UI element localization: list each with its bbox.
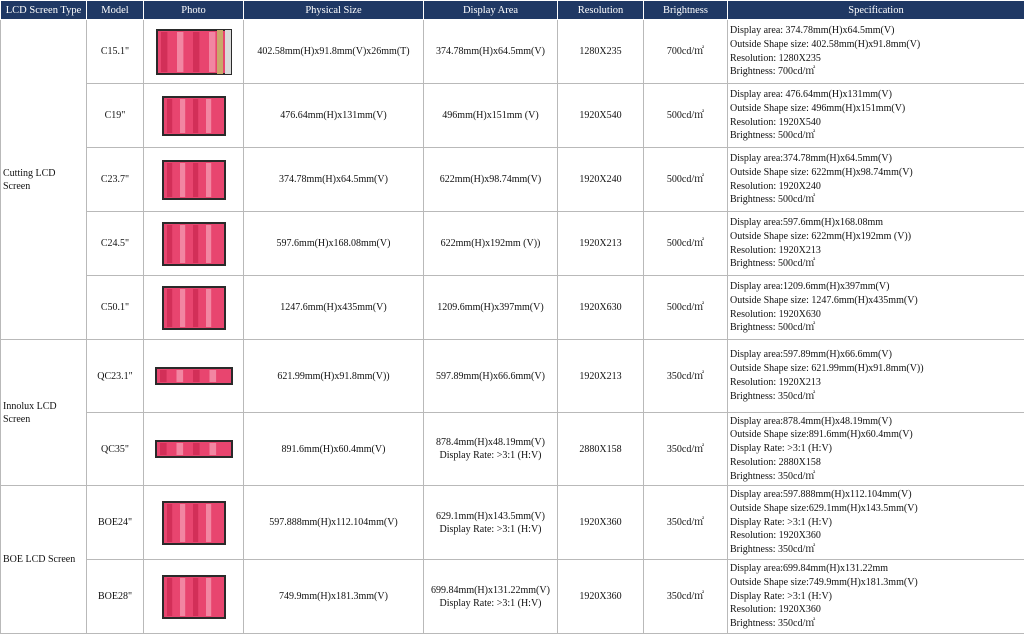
screen-graphic: [180, 289, 185, 327]
specification-cell: [728, 212, 1024, 276]
screen-graphic: [193, 443, 200, 455]
spec-line: Display area: 476.64mm(H)x131mm(V): [730, 88, 892, 100]
screen-graphic: [206, 163, 211, 197]
brightness-cell: 500cd/㎡: [644, 212, 728, 276]
lcd-strip-display-image: [161, 500, 227, 546]
physical-size-cell: 1247.6mm(H)x435mm(V): [244, 276, 424, 340]
screen-graphic: [206, 289, 211, 327]
screen-graphic: [167, 99, 172, 133]
display-area-cell: [424, 340, 558, 413]
spec-line: Brightness: 500cd/㎡: [730, 130, 816, 142]
spec-line: Brightness: 700cd/㎡: [730, 66, 816, 78]
specification-cell: [728, 148, 1024, 212]
spec-line: Outside Shape size:749.9mm(H)x181.3mm(V): [730, 576, 918, 588]
spec-line: Display area:597.89mm(H)x66.6mm(V): [730, 349, 892, 361]
resolution-cell: 1280X235: [558, 20, 644, 84]
spec-line: Brightness: 500cd/㎡: [730, 322, 816, 334]
brightness-cell: 350cd/㎡: [644, 413, 728, 486]
spec-line: Brightness: 350cd/㎡: [730, 618, 816, 630]
spec-line: Outside Shape size:891.6mm(H)x60.4mm(V): [730, 429, 913, 441]
model-cell: BOE24": [87, 486, 144, 560]
screen-graphic: [180, 163, 185, 197]
screen-graphic: [167, 289, 172, 327]
photo-cell: [144, 148, 244, 212]
spec-line: Resolution: 1920X213: [730, 244, 821, 256]
physical-size-cell: 597.6mm(H)x168.08mm(V): [244, 212, 424, 276]
table-row: [1, 276, 1024, 340]
specification-cell: [728, 340, 1024, 413]
screen-graphic: [180, 99, 185, 133]
side-panel-gold: [217, 30, 223, 74]
display-area-cell: [424, 212, 558, 276]
screen-graphic: [206, 225, 211, 263]
lcd-screen-type-cell: [1, 486, 87, 634]
screen-graphic: [180, 578, 185, 616]
lcd-screen-type-cell: [1, 20, 87, 340]
resolution-cell: 1920X630: [558, 276, 644, 340]
spec-line: Brightness: 500cd/㎡: [730, 194, 816, 206]
screen-graphic: [193, 225, 198, 263]
model-cell: QC35": [87, 413, 144, 486]
spec-line: Display Rate: >3:1 (H:V): [730, 516, 833, 528]
screen-graphic: [180, 225, 185, 263]
screen-graphic: [160, 443, 167, 455]
brightness-cell: 500cd/㎡: [644, 84, 728, 148]
spec-line: Display area:699.84mm(H)x131.22mm: [730, 563, 889, 574]
spec-line: Outside Shape size:629.1mm(H)x143.5mm(V): [730, 502, 918, 514]
physical-size-cell: 891.6mm(H)x60.4mm(V): [244, 413, 424, 486]
model-cell: C50.1": [87, 276, 144, 340]
screen-graphic: [177, 32, 183, 72]
display-rate-value: Display Rate: >3:1 (H:V): [439, 523, 542, 535]
model-cell: C24.5": [87, 212, 144, 276]
photo-cell: [144, 276, 244, 340]
brightness-cell: 500cd/㎡: [644, 148, 728, 212]
display-area-value: 629.1mm(H)x143.5mm(V): [436, 510, 545, 522]
lcd-screen-type-cell: [1, 340, 87, 486]
resolution-cell: 1920X540: [558, 84, 644, 148]
table-row: [1, 148, 1024, 212]
screen-graphic: [193, 163, 198, 197]
screen-type-label: Innolux LCD: [3, 400, 57, 412]
display-area-cell: [424, 276, 558, 340]
spec-line: Display Rate: >3:1 (H:V): [730, 443, 833, 455]
display-area-value: 374.78mm(H)x64.5mm(V): [436, 46, 545, 57]
lcd-strip-display-image: [161, 221, 227, 267]
spec-line: Outside Shape size: 1247.6mm(H)x435mm(V): [730, 294, 918, 306]
display-area-cell: [424, 413, 558, 486]
spec-line: Display area:597.6mm(H)x168.08mm: [730, 216, 884, 228]
screen-graphic: [176, 370, 183, 382]
screen-graphic: [167, 578, 172, 616]
lcd-strip-display-image: [161, 574, 227, 620]
table-row: [1, 340, 1024, 413]
lcd-strip-display-image: [161, 95, 227, 137]
photo-cell: [144, 212, 244, 276]
specification-cell: [728, 560, 1024, 634]
physical-size-cell: 476.64mm(H)x131mm(V): [244, 84, 424, 148]
table-row: [1, 413, 1024, 486]
display-area-value: 1209.6mm(H)x397mm(V): [437, 302, 544, 313]
spec-line: Outside Shape size: 622mm(H)x98.74mm(V): [730, 166, 913, 178]
header-specification: Specification: [728, 1, 1024, 20]
brightness-cell: 350cd/㎡: [644, 560, 728, 634]
spec-line: Display area:1209.6mm(H)x397mm(V): [730, 280, 890, 292]
spec-line: Resolution: 1920X630: [730, 308, 821, 320]
specification-cell: [728, 276, 1024, 340]
specification-cell: [728, 20, 1024, 84]
display-area-cell: [424, 20, 558, 84]
display-rate-value: Display Rate: >3:1 (H:V): [439, 597, 542, 609]
model-cell: C23.7": [87, 148, 144, 212]
header-brightness: Brightness: [644, 1, 728, 20]
spec-line: Resolution: 1920X360: [730, 604, 821, 616]
lcd-strip-display-image: [161, 285, 227, 331]
lcd-strip-display-image: [161, 159, 227, 201]
screen-graphic: [193, 32, 199, 72]
photo-cell: [144, 413, 244, 486]
specification-cell: [728, 84, 1024, 148]
spec-line: Outside Shape size: 622mm(H)x192mm (V)): [730, 230, 912, 242]
screen-graphic: [206, 504, 211, 542]
table-row: [1, 486, 1024, 560]
screen-graphic: [167, 163, 172, 197]
display-area-cell: [424, 148, 558, 212]
screen-type-label: Cutting LCD: [3, 167, 56, 179]
spec-line: Display area:374.78mm(H)x64.5mm(V): [730, 152, 892, 164]
spec-line: Display area:597.888mm(H)x112.104mm(V): [730, 489, 912, 500]
spec-line: Resolution: 1920X540: [730, 116, 821, 128]
header-row: [1, 1, 1024, 20]
screen-graphic: [209, 443, 216, 455]
brightness-cell: 700cd/㎡: [644, 20, 728, 84]
header-display-area: Display Area: [424, 1, 558, 20]
header-photo: Photo: [144, 1, 244, 20]
specification-cell: [728, 413, 1024, 486]
display-area-value: 699.84mm(H)x131.22mm(V): [431, 584, 550, 596]
model-cell: QC23.1": [87, 340, 144, 413]
spec-line: Brightness: 500cd/㎡: [730, 258, 816, 270]
model-cell: C15.1": [87, 20, 144, 84]
screen-graphic: [193, 504, 198, 542]
model-cell: BOE28": [87, 560, 144, 634]
table-row: [1, 20, 1024, 84]
screen-type-label-line2: Screen: [3, 413, 31, 425]
header-model: Model: [87, 1, 144, 20]
resolution-cell: 1920X360: [558, 486, 644, 560]
spec-line: Outside Shape size: 621.99mm(H)x91.8mm(V)): [730, 363, 924, 375]
screen-graphic: [176, 443, 183, 455]
photo-cell: [144, 340, 244, 413]
physical-size-cell: 621.99mm(H)x91.8mm(V)): [244, 340, 424, 413]
physical-size-cell: 374.78mm(H)x64.5mm(V): [244, 148, 424, 212]
brightness-cell: 350cd/㎡: [644, 486, 728, 560]
screen-graphic: [193, 578, 198, 616]
screen-graphic: [193, 289, 198, 327]
screen-type-label-line2: Screen: [3, 180, 31, 192]
screen-graphic: [193, 370, 200, 382]
lcd-strip-display-image: [154, 366, 234, 386]
physical-size-cell: 597.888mm(H)x112.104mm(V): [244, 486, 424, 560]
photo-cell: [144, 560, 244, 634]
display-area-value: 597.89mm(H)x66.6mm(V): [436, 370, 545, 382]
spec-line: Brightness: 350cd/㎡: [730, 544, 816, 556]
display-area-value: 496mm(H)x151mm (V): [442, 110, 539, 121]
photo-cell: [144, 486, 244, 560]
screen-graphic: [180, 504, 185, 542]
photo-cell: [144, 20, 244, 84]
spec-line: Display Rate: >3:1 (H:V): [730, 590, 833, 602]
spec-line: Resolution: 1920X213: [730, 377, 821, 388]
resolution-cell: 2880X158: [558, 413, 644, 486]
spec-line: Resolution: 1280X235: [730, 52, 821, 64]
screen-graphic: [206, 99, 211, 133]
spec-line: Resolution: 1920X360: [730, 530, 821, 542]
display-area-value: 878.4mm(H)x48.19mm(V): [436, 437, 545, 448]
display-area-value: 622mm(H)x192mm (V)): [440, 238, 541, 249]
lcd-strip-display-image: [154, 439, 234, 459]
screen-graphic: [160, 370, 167, 382]
spec-line: Outside Shape size: 496mm(H)x151mm(V): [730, 102, 906, 114]
display-area-cell: [424, 560, 558, 634]
table-row: [1, 84, 1024, 148]
physical-size-cell: 749.9mm(H)x181.3mm(V): [244, 560, 424, 634]
screen-graphic: [193, 99, 198, 133]
side-panel-silver: [225, 30, 231, 74]
table-row: [1, 212, 1024, 276]
table-row: [1, 560, 1024, 634]
display-rate-value: Display Rate: >3:1 (H:V): [439, 450, 542, 461]
display-area-cell: [424, 486, 558, 560]
lcd-strip-display-image: [155, 28, 233, 76]
display-area-cell: [424, 84, 558, 148]
spec-line: Brightness: 350cd/㎡: [730, 470, 816, 482]
brightness-cell: 500cd/㎡: [644, 276, 728, 340]
specification-cell: [728, 486, 1024, 560]
header-physical-size: Physical Size: [244, 1, 424, 20]
spec-line: Outside Shape size: 402.58mm(H)x91.8mm(V): [730, 38, 921, 50]
model-cell: C19": [87, 84, 144, 148]
header-resolution: Resolution: [558, 1, 644, 20]
resolution-cell: 1920X213: [558, 212, 644, 276]
screen-graphic: [167, 225, 172, 263]
screen-type-label: BOE LCD Screen: [3, 554, 76, 565]
header-lcd-screen-type: LCD Screen Type: [1, 1, 87, 20]
physical-size-cell: 402.58mm(H)x91.8mm(V)x26mm(T): [244, 20, 424, 84]
spec-line: Resolution: 2880X158: [730, 456, 821, 468]
spec-line: Resolution: 1920X240: [730, 180, 821, 192]
screen-graphic: [161, 32, 167, 72]
spec-line: Display area: 374.78mm(H)x64.5mm(V): [730, 24, 895, 36]
brightness-cell: 350cd/㎡: [644, 340, 728, 413]
resolution-cell: 1920X360: [558, 560, 644, 634]
display-area-value: 622mm(H)x98.74mm(V): [439, 174, 542, 185]
screen-graphic: [167, 504, 172, 542]
spec-line: Display area:878.4mm(H)x48.19mm(V): [730, 415, 892, 427]
resolution-cell: 1920X240: [558, 148, 644, 212]
spec-line: Brightness: 350cd/㎡: [730, 390, 816, 402]
resolution-cell: 1920X213: [558, 340, 644, 413]
photo-cell: [144, 84, 244, 148]
screen-graphic: [209, 370, 216, 382]
screen-graphic: [206, 578, 211, 616]
screen-graphic: [209, 32, 215, 72]
